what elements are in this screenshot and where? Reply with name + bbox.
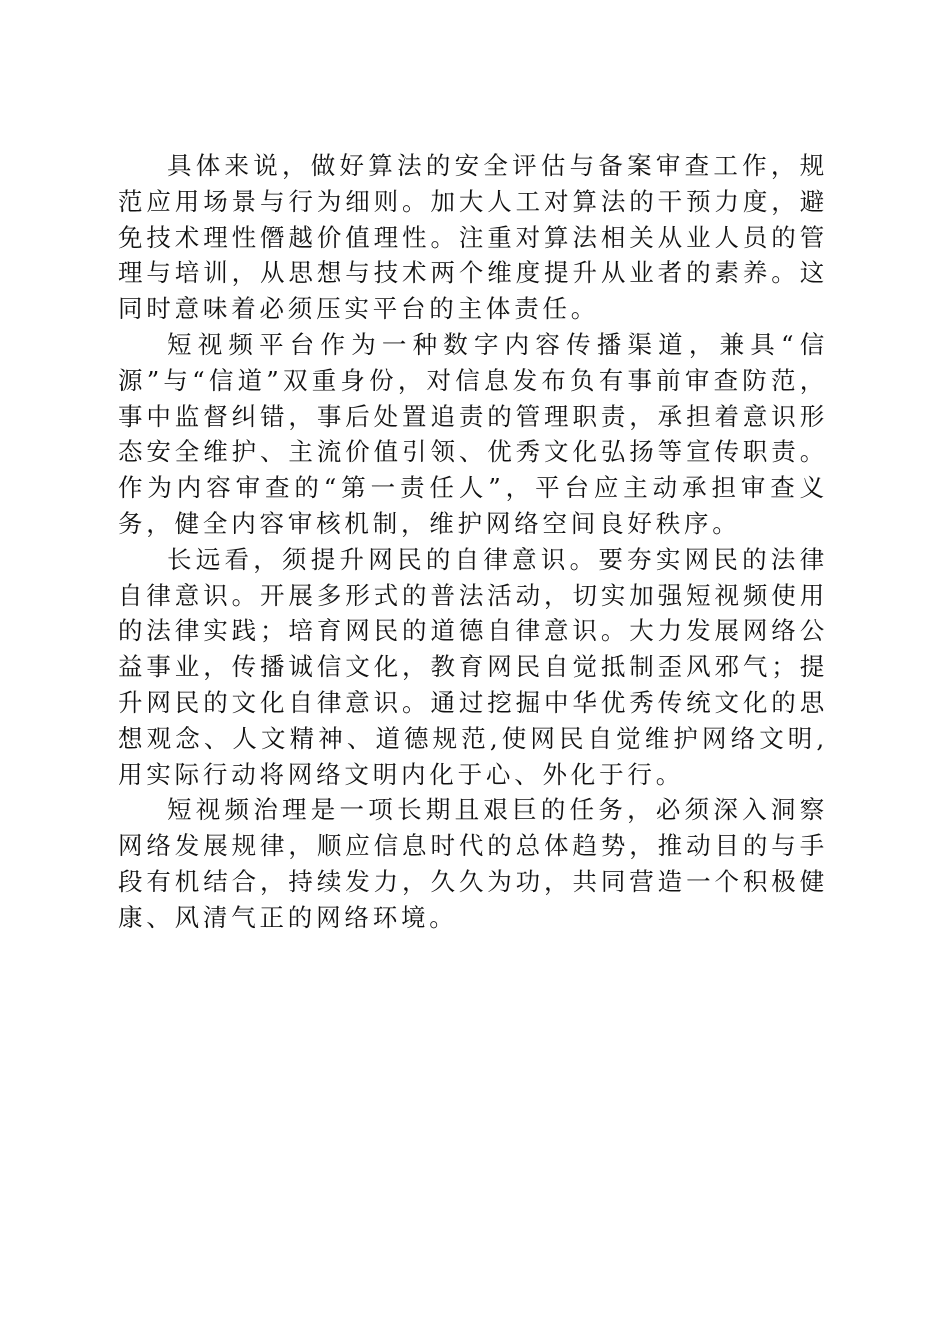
paragraph-netizen-self-discipline: 长远看，须提升网民的自律意识。要夯实网民的法律自律意识。开展多形式的普法活动，切实加强短视频使用的法律实践；培育网民的道德自律意识。大力发展网络公益事业，传播诚信文化，教育网民自觉抵制歪风邪气；提升网民的文化自律意识。通过挖掘中华优秀传统文化的思想观念、人文精神、道德规范,使网民自觉维护网络文明,用实际行动将网络文明内化于心、外化于行。 — [118, 544, 828, 789]
paragraph-conclusion: 短视频治理是一项长期且艰巨的任务，必须深入洞察网络发展规律，顺应信息时代的总体趋势，推动目的与手段有机结合，持续发力，久久为功，共同营造一个积极健康、风清气正的网络环境。 — [118, 795, 828, 932]
document-body — [118, 148, 828, 936]
paragraph-platform-responsibility: 短视频平台作为一种数字内容传播渠道，兼具“信源”与“信道”双重身份，对信息发布负有事前审查防范，事中监督纠错，事后处置追责的管理职责，承担着意识形态安全维护、主流价值引领、优秀文化弘扬等宣传职责。作为内容审查的“第一责任人”，平台应主动承担审查义务，健全内容审核机制，维护网络空间良好秩序。 — [118, 329, 828, 538]
paragraph-algorithm-governance: 具体来说，做好算法的安全评估与备案审查工作，规范应用场景与行为细则。加大人工对算法的干预力度，避免技术理性僭越价值理性。注重对算法相关从业人员的管理与培训，从思想与技术两个维度提升从业者的素养。这同时意味着必须压实平台的主体责任。 — [118, 151, 828, 324]
